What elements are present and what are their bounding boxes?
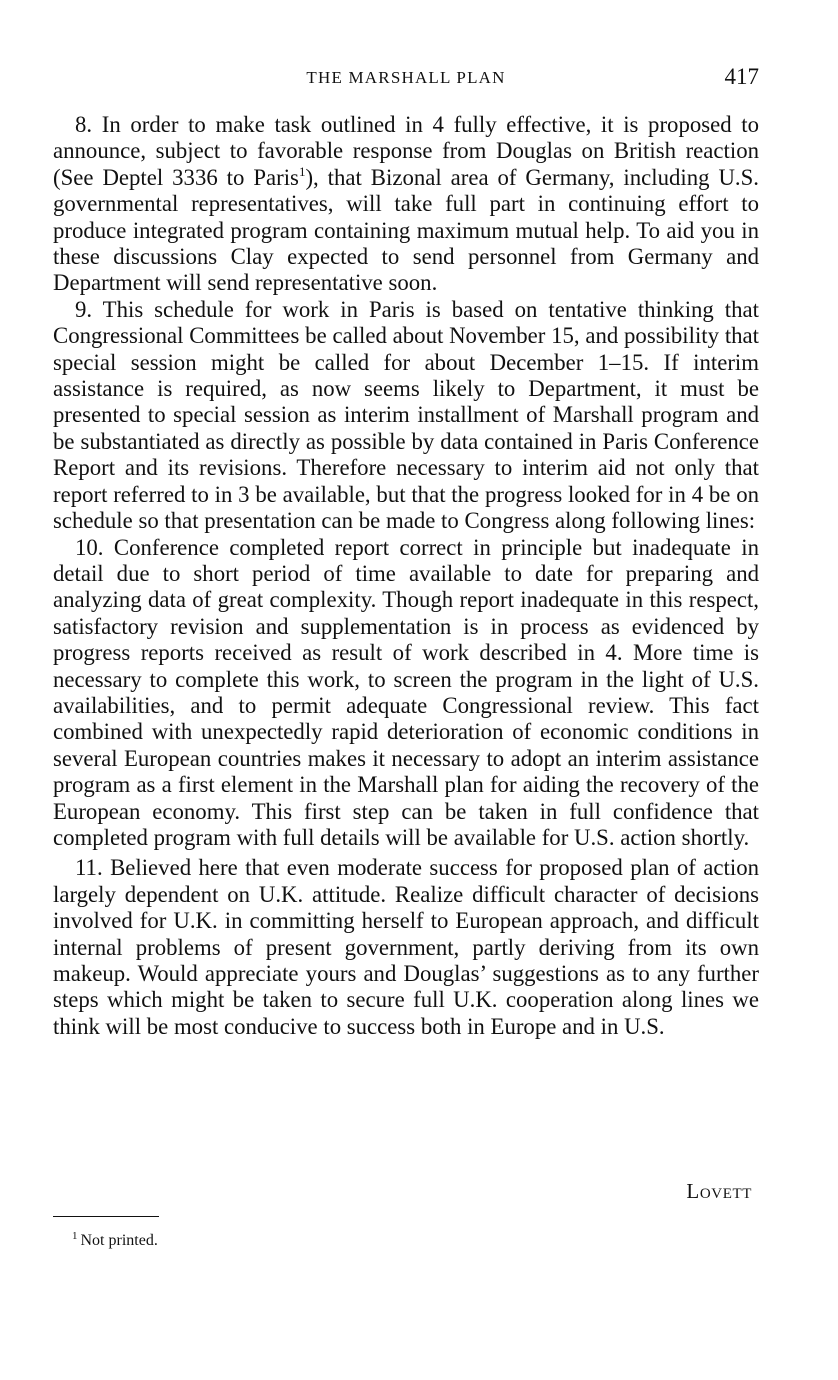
footnote-mark: 1 — [72, 1230, 78, 1242]
footnote — [72, 1232, 158, 1250]
paragraph-11: 11. Believed here that even moderate success for proposed plan of action largely dependent on U.K. attitude. Realize difficult character of decisions involved for U.K. in committing herself to European approach, and difficult internal problems of present government, partly deriving from its own makeup. Would appreciate yours and Douglas’ suggestions as to any further steps which might be taken to secure full U.K. cooperation along lines we think will be most conducive to success both in Europe and in U.S. — [53, 855, 759, 1039]
paragraph-9: 9. This schedule for work in Paris is based on tentative thinking that Congressional Committees be called about November 15, and possibility that special session might be called for about December 1–15. If interim assistance is required, as now seems likely to Department, it must be presented to special session as interim installment of Marshall program and be substantiated as directly as possible by data contained in Paris Conference Report and its revisions. Therefore necessary to interim aid not only that report referred to in 3 be available, but that the progress looked for in 4 be on schedule so that presentation can be made to Congress along following lines: — [53, 296, 759, 534]
paragraph-8 — [53, 112, 759, 297]
page-number: 417 — [724, 64, 759, 89]
footnote-reference: 1 — [298, 163, 306, 179]
paragraph-8-text-end: ), that Bizonal area of Germany, including U.S. governmental representatives, will take full part in continuing effort to produce integrated program containing maximum mutual help. To aid you in these discussions Clay expected to send personnel from Germany and Department will send representative soon. — [53, 164, 759, 296]
footnote-divider — [53, 1216, 159, 1217]
body-text — [53, 112, 759, 1040]
footnote-text: Not printed. — [80, 1232, 158, 1249]
running-title: THE MARSHALL PLAN — [306, 68, 506, 87]
paragraph-10: 10. Conference completed report correct in principle but inadequate in detail due to short period of time available to date for preparing and analyzing data of great complexity. Though report inadequate in this respect, satisfactory revision and supplementation is in process as evidenced by progress reports received as result of work described in 4. More time is necessary to complete this work, to screen the program in the light of U.S. availabilities, and to permit adequate Congressional review. This fact combined with unexpectedly rapid deterioration of economic conditions in several European countries makes it necessary to adopt an interim assistance program as a first element in the Marshall plan for aiding the recovery of the European economy. This first step can be taken in full confidence that completed program with full details will be available for U.S. action shortly. — [53, 534, 759, 850]
paragraph-8-text-start: 8. In order to make task outlined in 4 fully effective, it is proposed to announce, subject to favorable response from Douglas on British reaction (See Deptel 3336 to Paris — [53, 112, 759, 190]
running-head — [53, 66, 759, 94]
signature: Lovett — [686, 1179, 752, 1203]
